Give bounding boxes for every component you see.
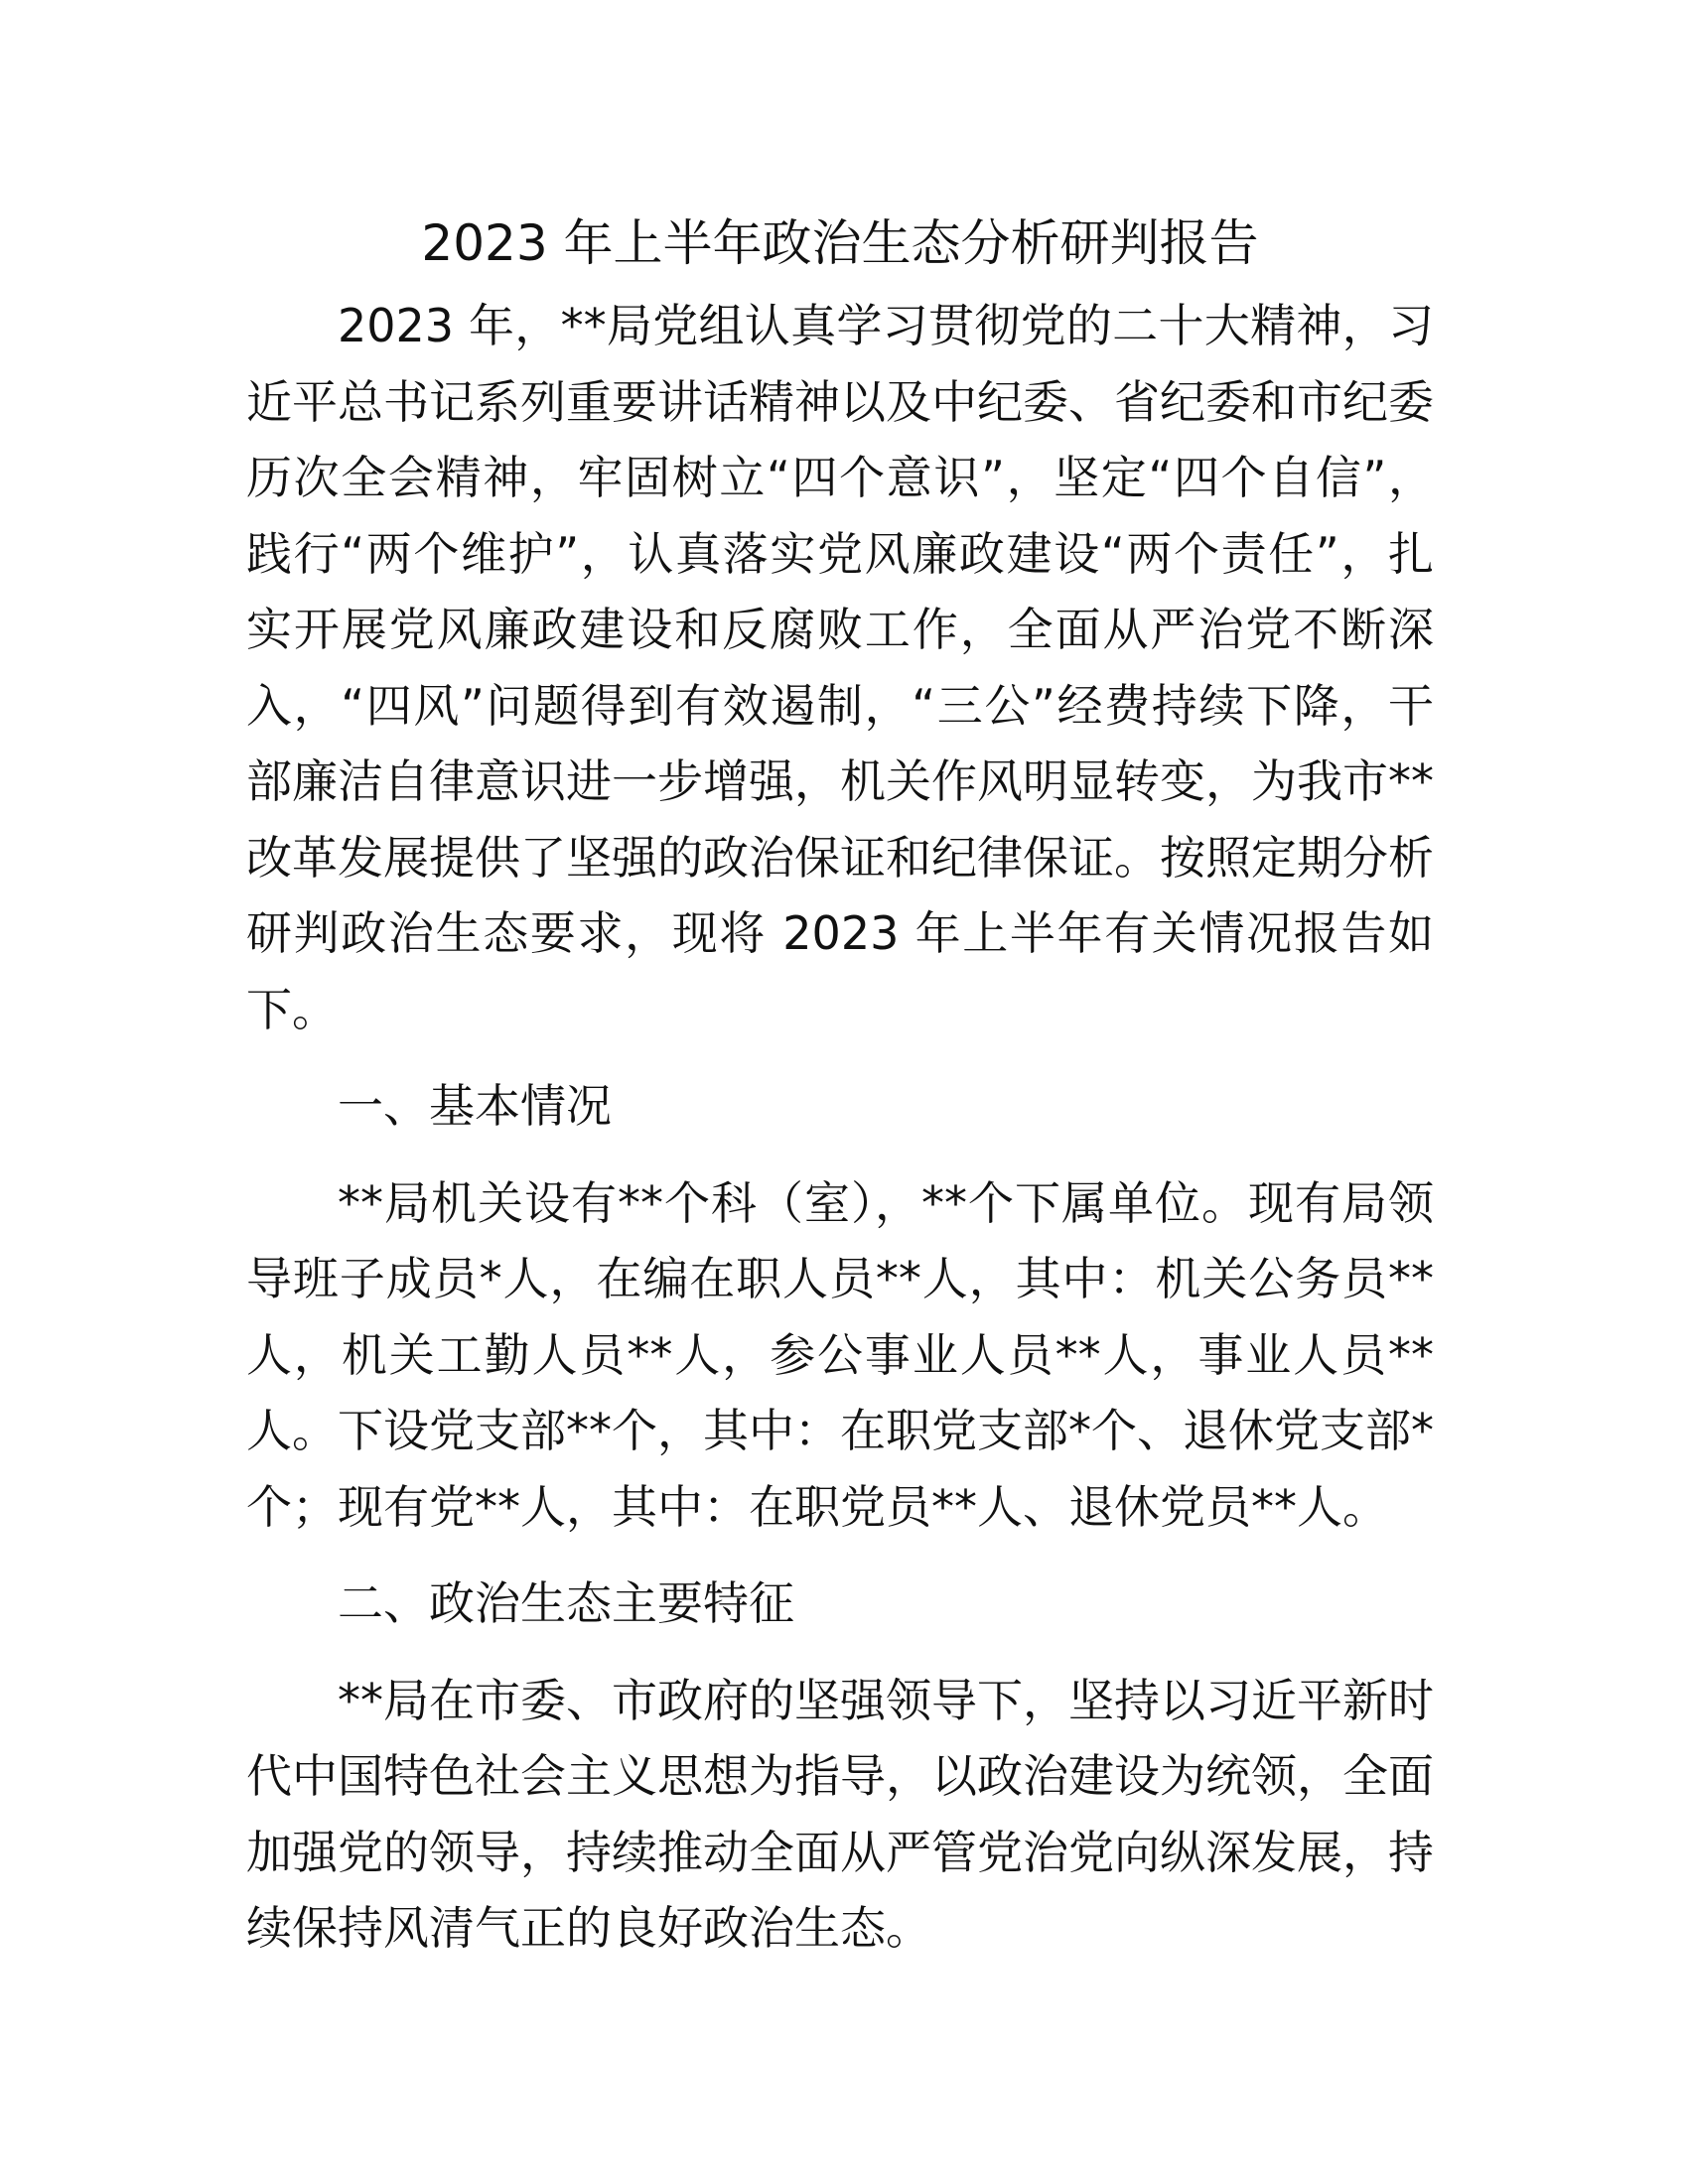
section-body-political-ecology-features: **局在市委、市政府的坚强领导下，坚持以习近平新时代中国特色社会主义思想为指导，以政治建设为统领，全面加强党的领导，持续推动全面从严管党治党向纵深发展，持续保持风清气正的良好政治生态。 — [246, 1673, 1434, 1955]
document-title: 2023 年上半年政治生态分析研判报告 — [421, 214, 1259, 272]
section-heading-basic-situation: 一、基本情况 — [338, 1079, 612, 1133]
document-content — [246, 199, 1434, 1967]
intro-paragraph: 2023 年，**局党组认真学习贯彻党的二十大精神，习近平总书记系列重要讲话精神以及中纪委、省纪委和市纪委历次全会精神，牢固树立“四个意识”，坚定“四个自信”，践行“两个维护”，认真落实党风廉政建设“两个责任”，扎实开展党风廉政建设和反腐败工作，全面从严治党不断深入，“四风”问题得到有效遏制，“三公”经费持续下降，干部廉洁自律意识进一步增强，机关作风明显转变，为我市**改革发展提供了坚强的政治保证和纪律保证。按照定期分析研判政治生态要求，现将 2023 年上半年有关情况报告如下。 — [246, 299, 1434, 1036]
section-body-basic-situation: **局机关设有**个科（室），**个下属单位。现有局领导班子成员*人，在编在职人员**人，其中：机关公务员**人，机关工勤人员**人，参公事业人员**人，事业人员**人。下设党支部**个，其中：在职党支部*个、退休党支部*个；现有党**人，其中：在职党员**人、退休党员**人。 — [246, 1175, 1434, 1534]
section-heading-political-ecology-features: 二、政治生态主要特征 — [338, 1576, 794, 1630]
